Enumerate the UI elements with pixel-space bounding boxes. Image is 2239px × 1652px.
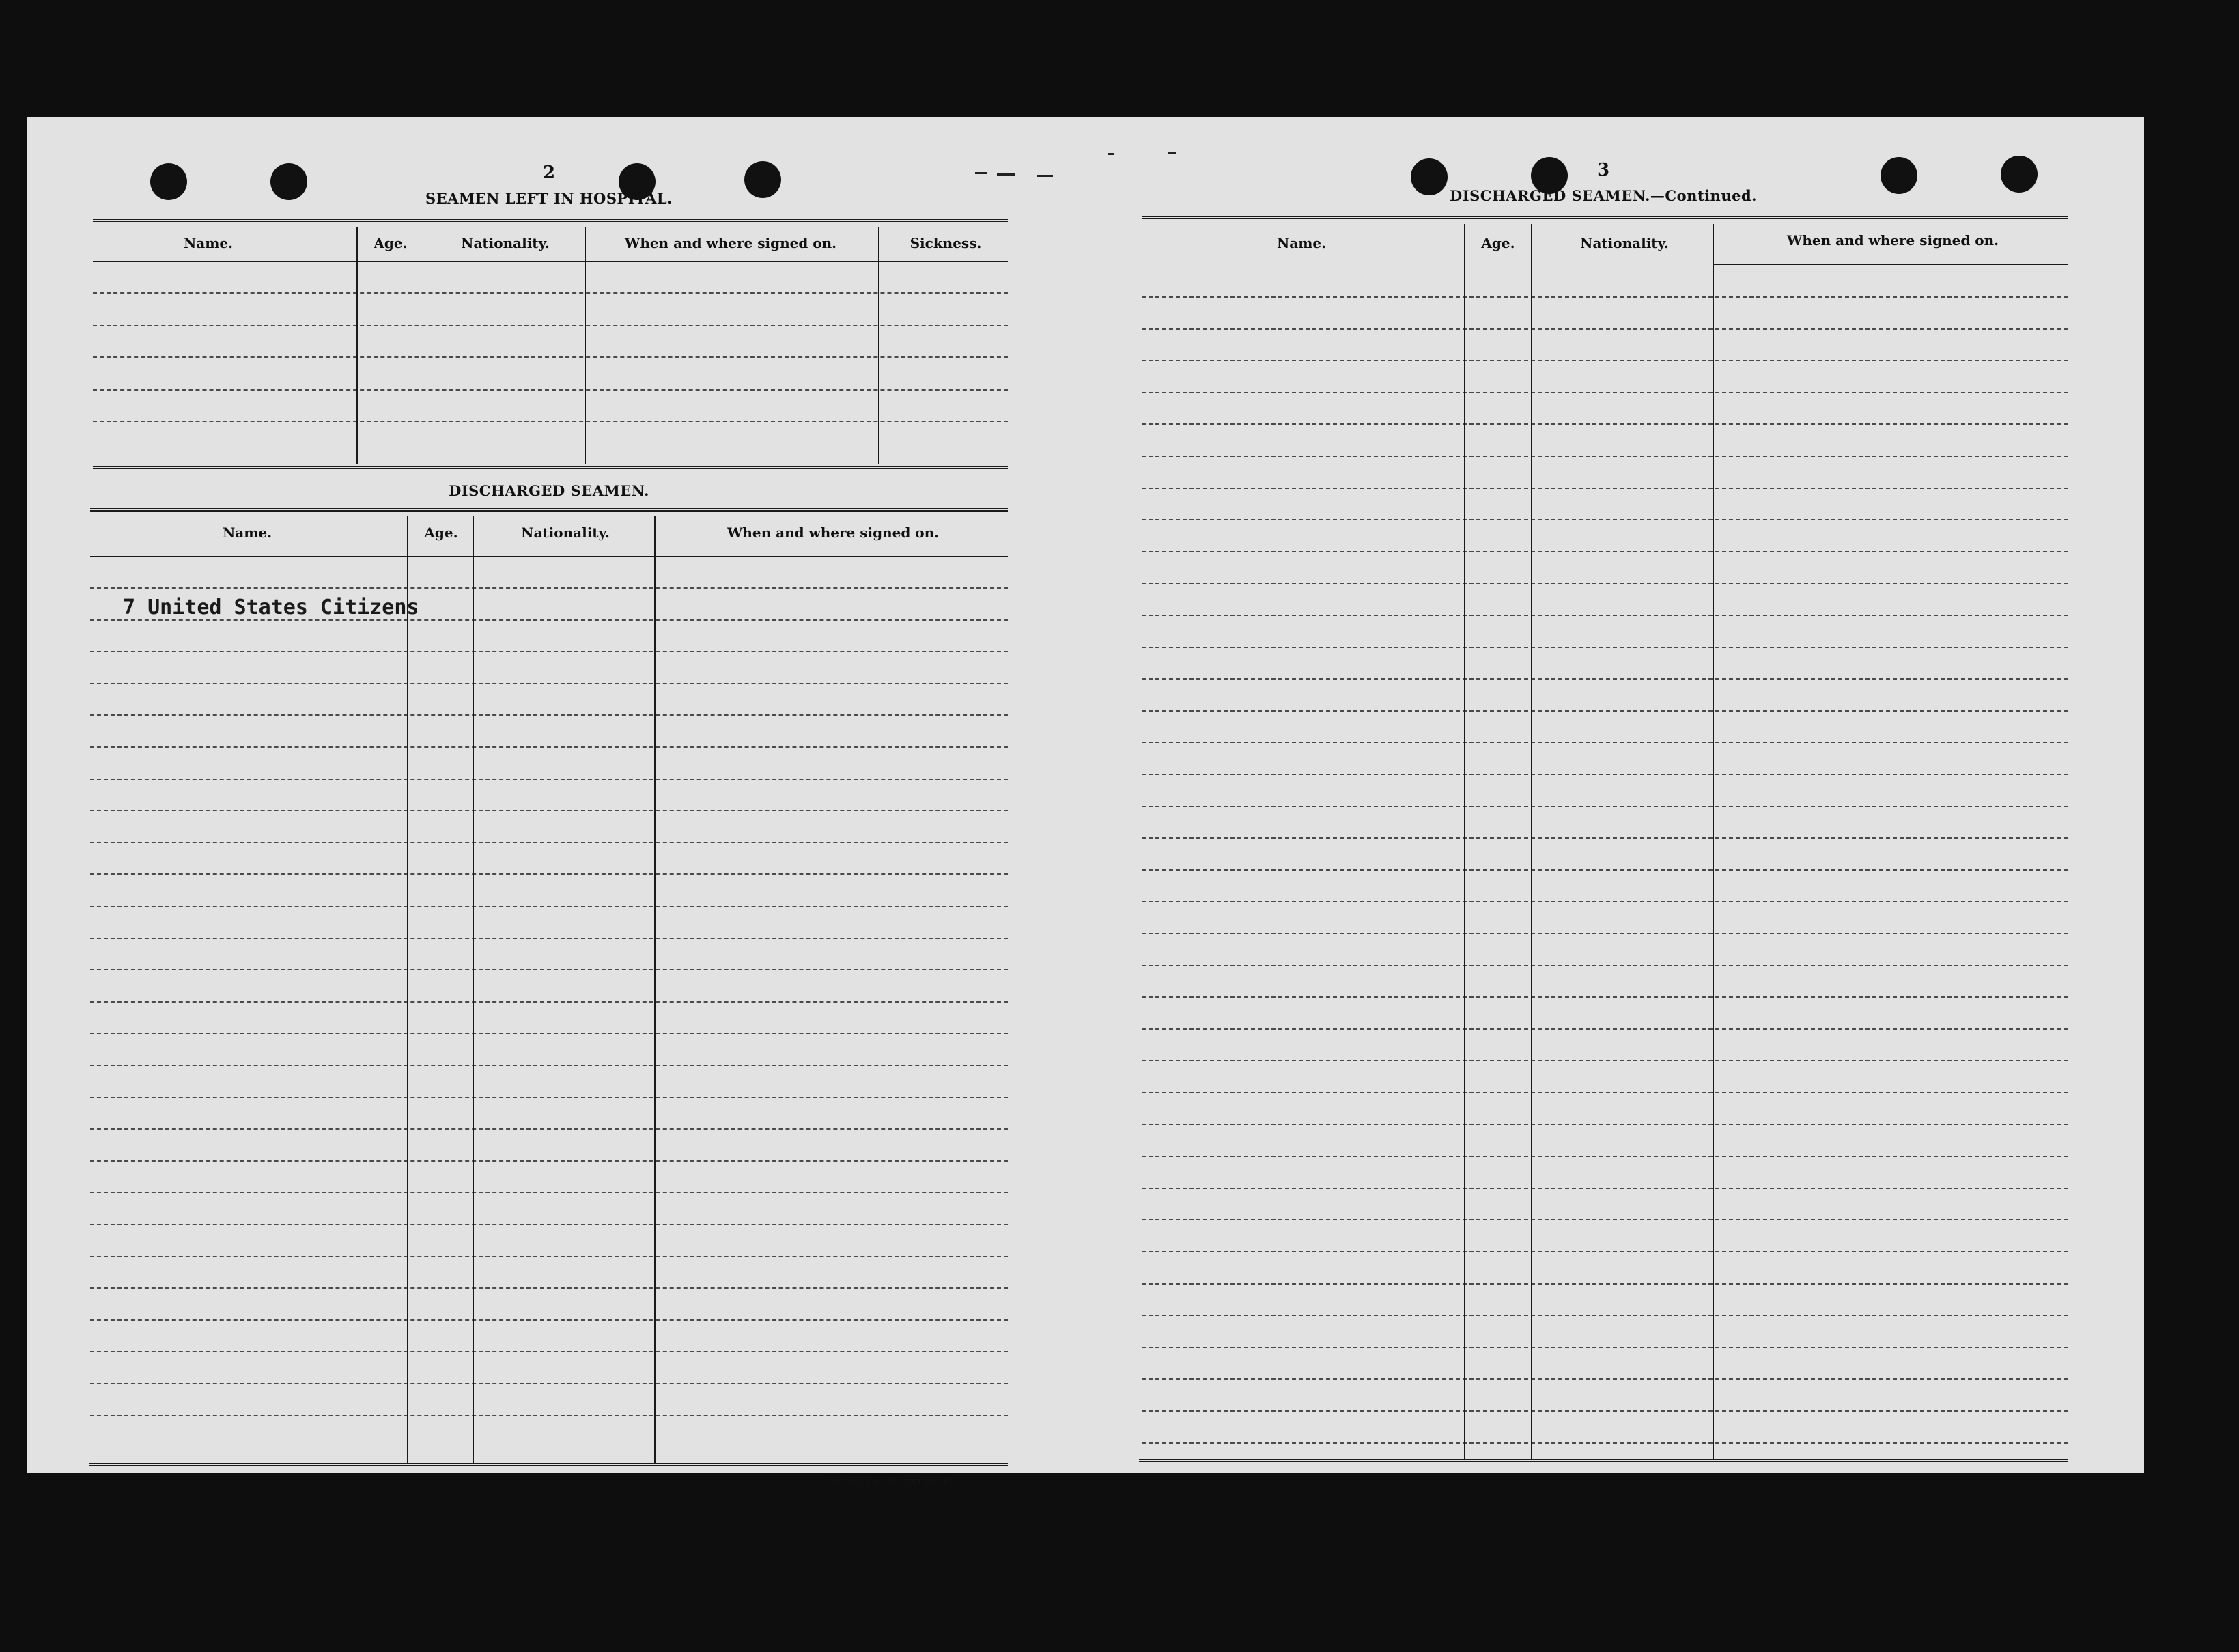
column-divider	[654, 516, 656, 1463]
table-row	[1142, 328, 2068, 330]
table-row	[1142, 806, 2068, 807]
col-header-sickness: Sickness.	[910, 235, 982, 251]
table-row	[1142, 710, 2068, 712]
column-divider	[1531, 224, 1532, 1459]
table-row	[90, 746, 1008, 748]
table-row	[90, 651, 1008, 652]
table-row	[1142, 423, 2068, 425]
table-row	[90, 1415, 1008, 1416]
column-divider	[356, 227, 358, 464]
table-bottom-rule	[1139, 1459, 2068, 1462]
table-row	[90, 1160, 1008, 1162]
table-row	[90, 969, 1008, 970]
table-row	[1142, 901, 2068, 902]
table-row	[90, 683, 1008, 684]
document-sheet	[27, 117, 2144, 1487]
column-divider	[878, 227, 879, 464]
table-row	[1142, 392, 2068, 393]
table-row	[1142, 933, 2068, 934]
table-row	[93, 356, 1008, 358]
table-row	[1142, 1315, 2068, 1316]
punch-hole	[1881, 157, 1917, 194]
table-row	[1142, 1410, 2068, 1412]
ink-mark	[975, 172, 987, 174]
table-row	[1142, 1378, 2068, 1380]
table-row	[1142, 583, 2068, 584]
table-row	[90, 619, 1008, 621]
col-header-age: Age.	[374, 235, 408, 251]
table-row	[90, 1256, 1008, 1257]
table-row	[1142, 1060, 2068, 1061]
discharged-section-title: DISCHARGED SEAMEN.	[449, 482, 649, 499]
table-row	[1142, 774, 2068, 775]
col-header-nationality: Nationality.	[1580, 235, 1669, 251]
table-row	[90, 1033, 1008, 1034]
table-row	[1142, 996, 2068, 998]
table-row	[90, 1351, 1008, 1352]
table-row	[93, 389, 1008, 391]
column-divider	[585, 227, 586, 464]
page-number-right: 3	[1596, 160, 1610, 180]
table-row	[90, 1287, 1008, 1289]
table-row	[1142, 1028, 2068, 1030]
table-row	[1142, 615, 2068, 616]
col-header-signed-on: When and where signed on.	[624, 235, 837, 251]
table-bottom-rule	[89, 1463, 1008, 1466]
table-row	[1142, 1219, 2068, 1220]
discharged-continued-title: DISCHARGED SEAMEN.—Continued.	[1450, 187, 1757, 204]
col-header-name: Name.	[183, 235, 234, 251]
col-header-name: Name.	[1276, 235, 1327, 251]
table-row	[1142, 1156, 2068, 1157]
table-row	[90, 1192, 1008, 1193]
table-row	[90, 1065, 1008, 1066]
header-rule	[1714, 264, 2068, 265]
table-row	[90, 938, 1008, 939]
table-row	[90, 906, 1008, 907]
col-header-nationality: Nationality.	[521, 524, 610, 541]
table-row	[1142, 296, 2068, 298]
table-row	[1142, 742, 2068, 743]
table-row	[1142, 1124, 2068, 1125]
table-row	[1142, 456, 2068, 457]
table-row	[1142, 1442, 2068, 1444]
table-row	[1142, 1347, 2068, 1348]
punch-hole	[270, 163, 307, 200]
table-row	[90, 1128, 1008, 1130]
table-row	[1142, 1188, 2068, 1189]
header-rule	[90, 556, 1008, 557]
table-row	[93, 292, 1008, 294]
table-row	[1142, 1092, 2068, 1093]
table-row	[90, 1097, 1008, 1098]
header-rule	[93, 261, 1008, 262]
table-row	[1142, 360, 2068, 361]
table-row	[1142, 1283, 2068, 1285]
table-row	[90, 873, 1008, 875]
col-header-signed-on: When and where signed on.	[1786, 232, 1999, 249]
table-top-rule	[90, 508, 1008, 512]
ink-mark	[1037, 175, 1053, 177]
table-row	[1142, 678, 2068, 680]
col-header-age: Age.	[424, 524, 458, 541]
punch-hole	[150, 163, 187, 200]
punch-hole	[1411, 158, 1448, 195]
table-row	[1142, 837, 2068, 839]
punch-hole	[2001, 156, 2038, 193]
col-header-nationality: Nationality.	[461, 235, 550, 251]
continued-note: CONTINUED ON NEXT PAGE.	[822, 1478, 953, 1487]
column-divider	[407, 516, 408, 1463]
table-row	[1142, 551, 2068, 552]
table-bottom-rule	[93, 466, 1008, 469]
table-row	[90, 842, 1008, 843]
typed-entry: 7 United States Citizens	[123, 596, 419, 619]
column-divider	[1713, 224, 1714, 1459]
table-row	[1142, 869, 2068, 871]
table-row	[93, 421, 1008, 422]
table-row	[90, 1319, 1008, 1321]
table-row	[90, 1383, 1008, 1384]
col-header-signed-on: When and where signed on.	[727, 524, 940, 541]
table-top-rule	[93, 219, 1008, 222]
ink-mark	[997, 173, 1015, 176]
column-divider	[1464, 224, 1465, 1459]
table-row	[90, 1224, 1008, 1225]
ink-mark	[1168, 152, 1176, 154]
table-top-rule	[1142, 216, 2068, 219]
table-row	[1142, 488, 2068, 489]
table-row	[90, 714, 1008, 716]
ink-mark	[1108, 153, 1114, 155]
table-row	[93, 325, 1008, 326]
table-row	[90, 1001, 1008, 1003]
table-row	[1142, 965, 2068, 966]
table-row	[90, 587, 1008, 589]
col-header-age: Age.	[1481, 235, 1515, 251]
hospital-section-title: SEAMEN LEFT IN HOSPITAL.	[425, 190, 673, 207]
table-row	[1142, 519, 2068, 520]
table-row	[1142, 1251, 2068, 1252]
table-row	[90, 810, 1008, 811]
page-number-left: 2	[542, 163, 556, 183]
punch-hole	[744, 161, 781, 198]
table-row	[90, 779, 1008, 780]
col-header-name: Name.	[222, 524, 272, 541]
table-row	[1142, 647, 2068, 648]
column-divider	[473, 516, 474, 1463]
